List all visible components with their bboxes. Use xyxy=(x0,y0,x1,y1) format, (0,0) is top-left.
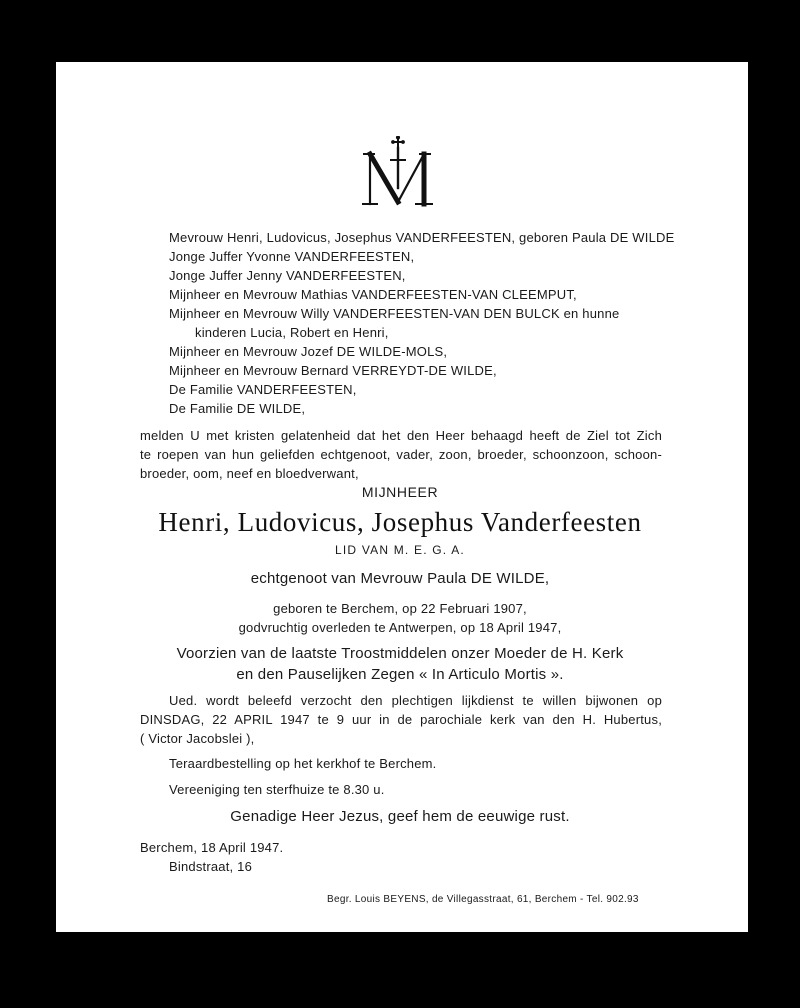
family-line: Mijnheer en Mevrouw Mathias VANDERFEESTEN-VAN CLEEMPUT, xyxy=(169,287,577,302)
printer-imprint: Begr. Louis BEYENS, de Villegasstraat, 61, Berchem - Tel. 902.93 xyxy=(327,894,639,905)
place-date: Berchem, 18 April 1947. xyxy=(140,840,284,855)
family-line: Mijnheer en Mevrouw Bernard VERREYDT-DE WILDE, xyxy=(169,363,497,378)
marian-monogram-icon xyxy=(358,136,438,208)
address: Bindstraat, 16 xyxy=(169,859,253,874)
deceased-name: Henri, Ludovicus, Josephus Vanderfeesten xyxy=(158,507,642,537)
announcement-line: melden U met kristen gelatenheid dat het den Heer behaagd heeft de Ziel tot Zich xyxy=(140,428,662,443)
family-line: Mijnheer en Mevrouw Willy VANDERFEESTEN-VAN DEN BULCK en hunne xyxy=(169,306,620,321)
sacraments-line: Voorzien van de laatste Troostmiddelen onzer Moeder de H. Kerk xyxy=(176,645,624,662)
service-line: DINSDAG, 22 APRIL 1947 te 9 uur in de parochiale kerk van den H. Hubertus, xyxy=(140,712,662,727)
family-line: Mijnheer en Mevrouw Jozef DE WILDE-MOLS, xyxy=(169,344,448,359)
burial-line: Teraardbestelling op het kerkhof te Berchem. xyxy=(169,756,437,771)
announcement-line: te roepen van hun geliefden echtgenoot, vader, zoon, broeder, schoonzoon, schoon- xyxy=(140,447,662,462)
spouse-line: echtgenoot van Mevrouw Paula DE WILDE, xyxy=(250,570,550,587)
service-line: ( Victor Jacobslei ), xyxy=(140,731,255,746)
family-line: kinderen Lucia, Robert en Henri, xyxy=(195,325,389,340)
family-line: De Familie VANDERFEESTEN, xyxy=(169,382,357,397)
prayer-line: Genadige Heer Jezus, geef hem de eeuwige rust. xyxy=(230,808,570,825)
family-line: Mevrouw Henri, Ludovicus, Josephus VANDERFEESTEN, geboren Paula DE WILDE xyxy=(169,230,675,245)
family-line: De Familie DE WILDE, xyxy=(169,401,306,416)
announcement-line: broeder, oom, neef en bloedverwant, xyxy=(140,466,359,481)
service-line: Ued. wordt beleefd verzocht den plechtigen lijkdienst te willen bijwonen op xyxy=(169,693,662,708)
membership: LID VAN M. E. G. A. xyxy=(335,543,465,557)
family-line: Jonge Juffer Yvonne VANDERFEESTEN, xyxy=(169,249,415,264)
sacraments-line: en den Pauselijken Zegen « In Articulo Mortis ». xyxy=(236,666,564,683)
family-line: Jonge Juffer Jenny VANDERFEESTEN, xyxy=(169,268,406,283)
death-line: godvruchtig overleden te Antwerpen, op 18 April 1947, xyxy=(238,620,562,635)
salutation: MIJNHEER xyxy=(361,484,439,500)
gathering-line: Vereeniging ten sterfhuize te 8.30 u. xyxy=(169,782,385,797)
birth-line: geboren te Berchem, op 22 Februari 1907, xyxy=(273,601,527,616)
